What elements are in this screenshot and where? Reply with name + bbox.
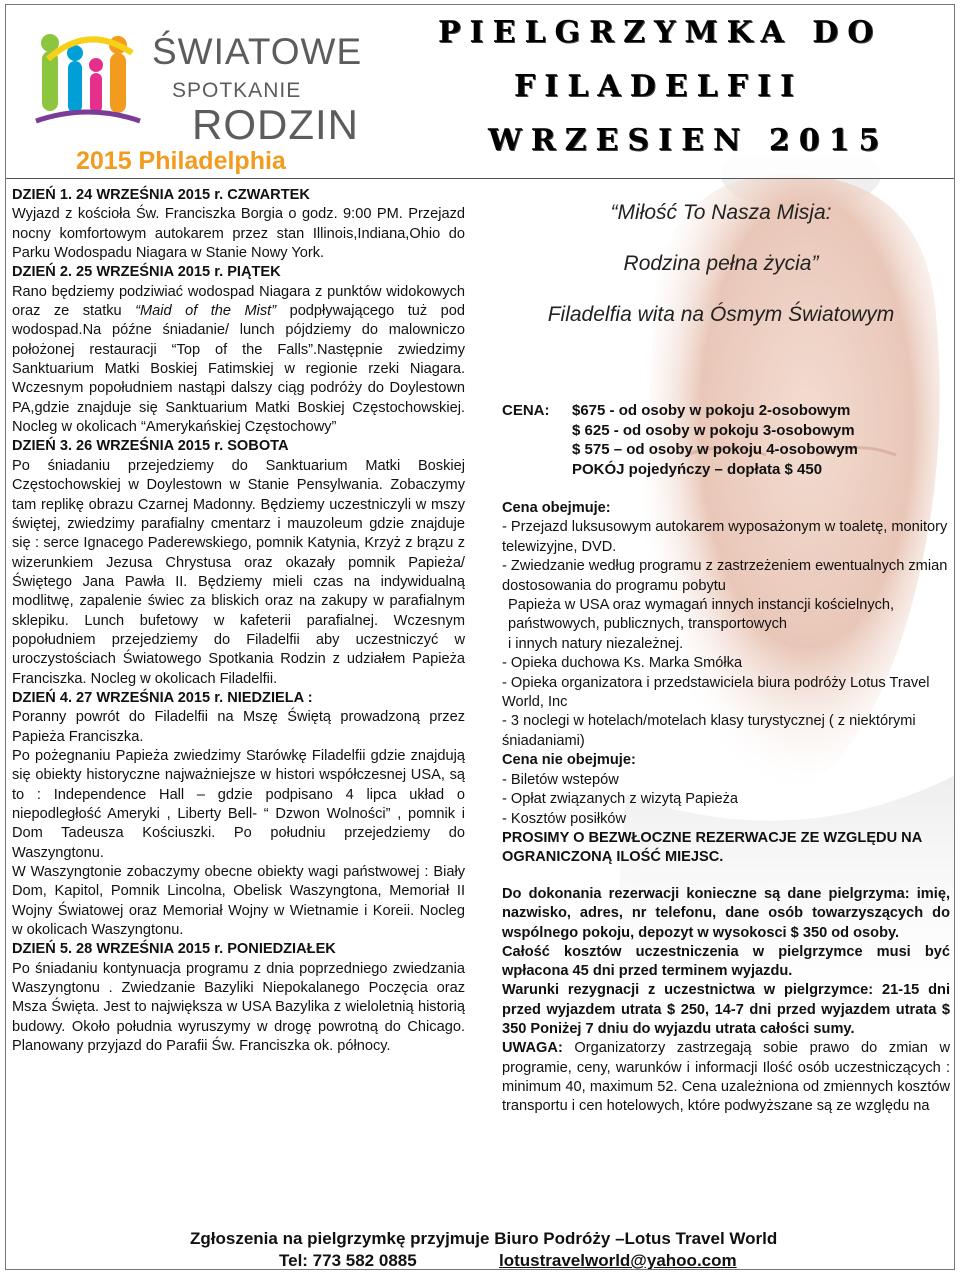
includes-block bbox=[502, 499, 948, 868]
includes-item: - 3 noclegi w hotelach/motelach klasy turystycznej ( z niektórymi śniadaniami) bbox=[502, 713, 916, 749]
footer-agency: Zgłoszenia na pielgrzymkę przyjmuje Biuro Podróży –Lotus Travel World bbox=[190, 1229, 778, 1248]
motto-line-2: Rodzina pełna życia” bbox=[623, 252, 819, 275]
price-row bbox=[502, 401, 942, 421]
logo-text-spotkanie: SPOTKANIE bbox=[172, 79, 302, 102]
price-block bbox=[502, 401, 942, 479]
day4-text-c: W Waszyngtonie zobaczymy obecne obiekty wagi państwowej : Biały Dom, Kapitol, Pomnik Lincolna, Obelisk Waszyngtona, Memoriał II Wojny Światowej oraz Memoriał Wojny w Wietnamie i Koreii. Nocleg w okolicach Waszyngtonu. bbox=[12, 864, 465, 939]
flyer-page bbox=[5, 4, 955, 1270]
excluded-item: - Biletów wstepów bbox=[502, 771, 619, 788]
logo-text-rodzin: RODZIN bbox=[192, 101, 359, 148]
day2-heading: DZIEŃ 2. 25 WRZEŚNIA 2015 r. PIĄTEK bbox=[12, 264, 281, 281]
header bbox=[6, 5, 954, 179]
logo-text-swiatowe: ŚWIATOWE bbox=[152, 31, 363, 72]
page-title-line-2: FILADELFII bbox=[514, 69, 804, 104]
page-title-line-3: WRZESIEN 2015 bbox=[488, 123, 889, 158]
payment-deadline: Całość kosztów uczestniczenia w pielgrzymce musi być wpłacona 45 dni przed terminem wyjazdu. bbox=[502, 943, 950, 980]
price-row bbox=[502, 440, 942, 460]
logo-text-philadelphia: 2015 Philadelphia bbox=[76, 147, 286, 175]
family-figures-icon bbox=[28, 23, 148, 133]
notice bbox=[502, 1039, 950, 1116]
day5-heading: DZIEŃ 5. 28 WRZEŚNIA 2015 r. PONIEDZIAŁEK bbox=[12, 941, 336, 958]
day1-text: Wyjazd z kościoła Św. Franciszka Borgia o godz. 9:00 PM. Przejazd nocny komfortowym autokarem przez stan Illinois,Indiana,Ohio do Parku Wodospadu Niagara w Stanie Nowy York. bbox=[12, 206, 465, 262]
includes-item: - Przejazd luksusowym autokarem wyposażonym w toaletę, monitory telewizyjne, DVD. bbox=[502, 519, 948, 555]
includes-item: Papieża w USA oraz wymagań innych instancji kościelnych, państwowych, publicznych, transportowych bbox=[508, 597, 895, 633]
day1-heading: DZIEŃ 1. 24 WRZEŚNIA 2015 r. CZWARTEK bbox=[12, 187, 310, 203]
cancellation-terms: Warunki rezygnacji z uczestnictwa w pielgrzymce: 21-15 dni przed wyjazdem utrata $ 250, 14-7 dni przed wyjazdem utrata $ 350 Poniżej 7 dniu do wyjazdu utrata całości sumy. bbox=[502, 982, 950, 1038]
includes-item: i innych natury niezależnej. bbox=[508, 635, 684, 652]
day4-heading: DZIEŃ 4. 27 WRZEŚNIA 2015 r. NIEDZIELA : bbox=[12, 689, 313, 706]
includes-item: - Zwiedzanie według programu z zastrzeżeniem ewentualnych zmian dostosowania do programu pobytu bbox=[502, 558, 948, 594]
price-label: CENA: bbox=[502, 402, 550, 419]
day2-text-b: podpływającego tuż pod wodospad.Na późne śniadanie/ lunch pójdziemy do malowniczo położonej restauracji “Top of the Falls”.Następnie zwiedzimy Sanktuarium Matki Boskiej Fatimskiej w regionie rzeki Niagara. Wczesnym popołudniem nastąpi dalszy ciąg podróży do Doylestown PA,gdzie znajduje się Sanktuarium Matki Boskiej Częstochowskiej. Nocleg w okolicach “Amerykańskiej Częstochowy” bbox=[12, 303, 465, 436]
day4-text-b: Po pożegnaniu Papieża zwiedzimy Starówkę Filadelfii gdzie znajdują się obiekty historyczne najważniejsze w histori współczesnej USA, są to : Independence Hall – gdzie podpisano 4 lipca układ o niepodległość Ameryki , Liberty Bell- “ Dzwon Wolności” , pomnik i Dom Tadeusza Kościuszki. Po południu przejedziemy do Waszyngtonu. bbox=[12, 747, 465, 861]
day2-text-a: Rano będziemy podziwiać wodospad Niagara z punktów widokowych oraz ze statku bbox=[12, 283, 465, 320]
booking-terms bbox=[502, 885, 950, 1117]
day2-ship-name: “Maid of the Mist” bbox=[135, 303, 277, 320]
excluded-heading: Cena nie obejmuje: bbox=[502, 752, 636, 769]
day5-text: Po śniadaniu kontynuacja programu z dnia poprzedniego zwiedzania Waszyngtonu . Zwiedzanie Bazyliki Niepokalanego Poczęcia oraz Msza Święta. Jest to największa w USA Bazylika z wieloletnią historią budowy. Około południa wyruszymy w drogę powrotną do Chicago. Planowany przyjazd do Parafii Św. Franciszka ok. północy. bbox=[12, 960, 465, 1055]
excluded-item: - Kosztów posiłków bbox=[502, 810, 627, 827]
price-triple-room: $ 625 - od osoby w pokoju 3-osobowym bbox=[572, 421, 855, 439]
page-title-line-1: PIELGRZYMKA DO bbox=[438, 15, 883, 50]
day3-text: Po śniadaniu przejedziemy do Sanktuarium Matki Boskiej Częstochowskiej w Doylestown w Stanie Pensylwania. Zobaczymy tam replikę obrazu Czarnej Madonny. Będziemy uczestniczyli w mszy świętej, zwiedzimy parafialny cmentarz i mauzoleum gdzie znajduje się : serce Ignacego Paderewskiego, pomnik Katynia, Krzyż z brązu z wizerunkiem Jezusa Chrystusa oraz okazały pomnik Papieża/Świętego Jana Pawła II. Będziemy mieli czas na indywidualną modlitwę, zapalenie świec za bliskich oraz na zakupy w parafialnym sklepiku. Lunch bufetowy w kafeterii parafialnej. Wczesnym popołudniem przejedziemy do Filadelfii aby uczestniczyć w uroczystościach Światowego Spotkania Rodzin z udziałem Papieża Franciszka. Nocleg w okolicach Filadelfii. bbox=[12, 457, 465, 687]
event-logo bbox=[28, 17, 428, 173]
motto-line-3: Filadelfia wita na Ósmym Światowym bbox=[547, 303, 895, 326]
price-row bbox=[502, 460, 942, 480]
price-row bbox=[502, 421, 942, 441]
day4-text-a: Poranny powrót do Filadelfii na Mszę Świętą prowadzoną przez Papieża Franciszka. bbox=[12, 709, 465, 745]
includes-item: - Opieka duchowa Ks. Marka Smółka bbox=[502, 655, 743, 672]
motto-line-1: “Miłość To Nasza Misja: bbox=[610, 201, 832, 224]
includes-item: - Opieka organizatora i przedstawiciela biura podróży Lotus Travel World, Inc bbox=[502, 674, 930, 711]
motto bbox=[496, 201, 946, 354]
day3-heading: DZIEŃ 3. 26 WRZEŚNIA 2015 r. SOBOTA bbox=[12, 438, 289, 455]
day2-text bbox=[12, 283, 465, 438]
footer-email-link[interactable]: lotustravelworld@yahoo.com bbox=[499, 1251, 737, 1270]
footer-phone: Tel: 773 582 0885 bbox=[279, 1251, 417, 1270]
price-double-room: $675 - od osoby w pokoju 2-osobowym bbox=[572, 402, 851, 419]
price-quad-room: $ 575 – od osoby w pokoju 4-osobowym bbox=[572, 441, 858, 458]
notice-label: UWAGA: bbox=[502, 1040, 563, 1057]
itinerary-column bbox=[12, 186, 465, 1056]
notice-text: Organizatorzy zastrzegają sobie prawo do zmian w programie, ceny, warunków i informacji Ilość osób uczestniczących : minimum 40, maximum 52. Cena uzależniona od zmiennych kosztów transportu i cen hotelowych, które podwyższane są ze względu na bbox=[502, 1040, 950, 1115]
includes-heading: Cena obejmuje: bbox=[502, 500, 611, 516]
booking-requirements: Do dokonania rezerwacji konieczne są dane pielgrzyma: imię, nazwisko, adres, nr telefonu, dane osób towarzyszących do wspólnego pokoju, depozyt w wysokosci $ 350 od osoby. bbox=[502, 886, 950, 941]
reservation-notice: PROSIMY O BEZWŁOCZNE REZERWACJE ZE WZGLĘDU NA OGRANICZONĄ ILOŚĆ MIEJSC. bbox=[502, 829, 922, 866]
excluded-item: - Opłat związanych z wizytą Papieża bbox=[502, 791, 739, 808]
price-single-room: POKÓJ pojedyńczy – dopłata $ 450 bbox=[572, 460, 823, 478]
